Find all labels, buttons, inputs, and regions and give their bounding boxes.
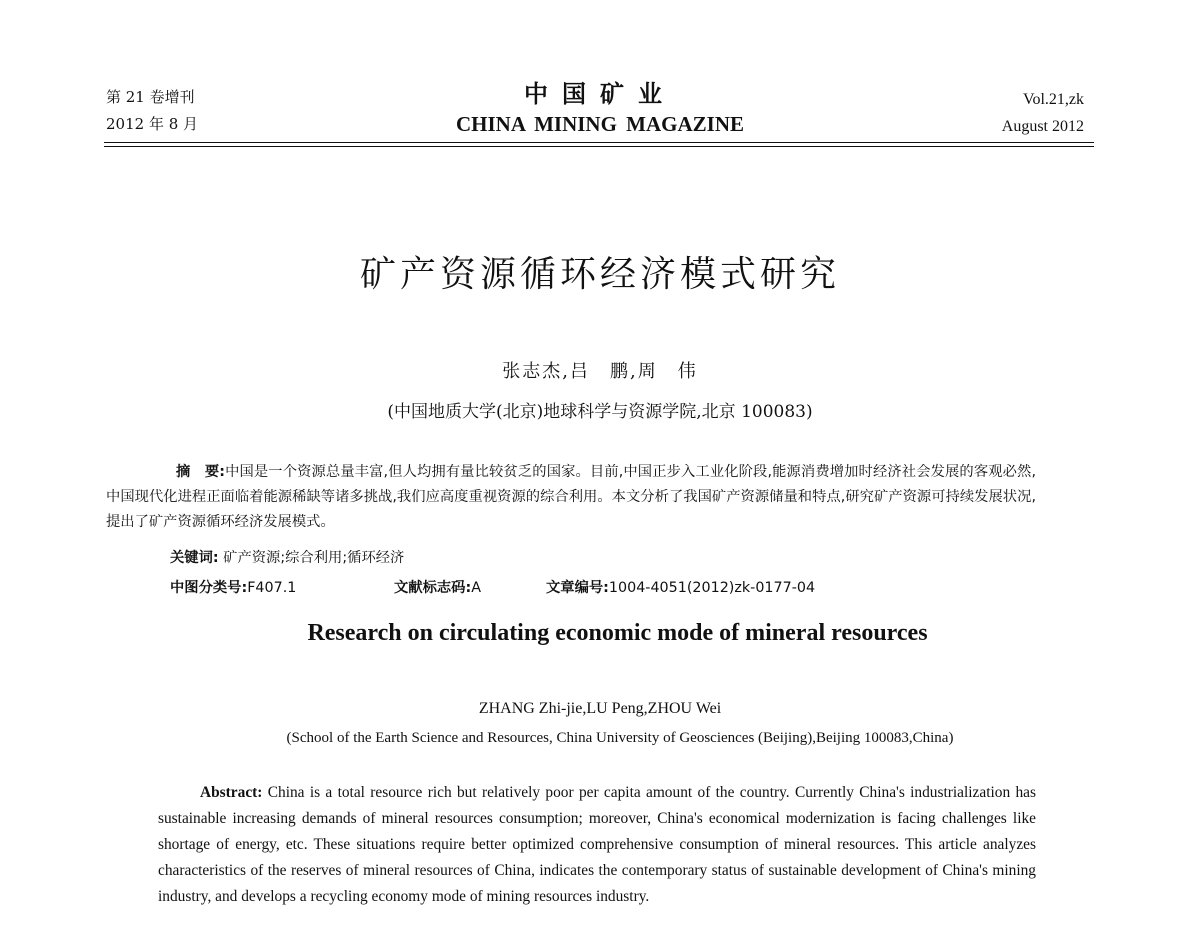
authors-en: ZHANG Zhi-jie,LU Peng,ZHOU Wei <box>478 700 722 717</box>
article-number-label: 文章编号: <box>546 580 609 596</box>
abstract-cn-text: 中国是一个资源总量丰富,但人均拥有量比较贫乏的国家。目前,中国正步入工业化阶段,能源消费增加时经济社会发展的客观必然,中国现代化进程正面临着能源稀缺等诸多挑战,我们应高度重视资源的综合利用。本文分析了我国矿产资源储量和特点,研究矿产资源可持续发展状况,提出了矿产资源循环经济发展模式。 <box>106 464 1036 530</box>
header-journal <box>300 78 900 137</box>
clc-label: 中图分类号: <box>170 580 248 596</box>
abstract-cn-label: 摘 要: <box>176 464 225 480</box>
header-rule-thin <box>104 146 1094 147</box>
abstract-en-paragraph <box>158 780 1036 910</box>
header-date-cn: 2012 年 8 月 <box>106 115 199 133</box>
authors-cn: 张志杰,吕 鹏,周 伟 <box>502 361 698 382</box>
classification-line <box>170 577 815 597</box>
affiliation-en: (School of the Earth Science and Resources, China University of Geosciences (Beijing),Beijing 100083,China) <box>286 730 954 746</box>
abstract-cn-paragraph <box>106 460 1036 535</box>
keywords-text: 矿产资源;综合利用;循环经济 <box>218 550 405 566</box>
doc-code <box>394 577 546 597</box>
journal-title-cn: 中国矿业 <box>524 80 676 108</box>
abstract-en <box>158 780 1036 910</box>
header-issue-info <box>106 84 198 138</box>
abstract-cn <box>106 460 1036 535</box>
doc-code-value: A <box>471 580 481 596</box>
clc-value: F407.1 <box>247 580 297 596</box>
header-volume-number: Vol.21,zk <box>1022 91 1084 108</box>
keywords-cn <box>170 547 404 567</box>
keywords-label: 关键词: <box>170 550 219 566</box>
affiliation-cn: (中国地质大学(北京)地球科学与资源学院,北京 100083) <box>387 402 813 422</box>
article-number <box>546 577 815 597</box>
header-volume-cn: 第 21 卷增刊 <box>106 88 195 106</box>
header-date-en: August 2012 <box>1001 118 1084 135</box>
article-title-en: Research on circulating economic mode of mineral resources <box>307 620 928 646</box>
abstract-en-label: Abstract: <box>200 784 263 801</box>
clc-number <box>170 577 394 597</box>
header-volume-en <box>1002 86 1084 140</box>
article-title-cn: 矿产资源循环经济模式研究 <box>359 254 840 295</box>
article-number-value: 1004-4051(2012)zk-0177-04 <box>608 580 816 596</box>
abstract-en-text: China is a total resource rich but relatively poor per capita amount of the country. Currently China's industrialization has sustainable increasing demands of mineral resources consumption; moreover, China's economical modernization is facing challenges like shortage of energy, etc. These situations require better optimized comprehensive consumption of mineral resources. This article analyzes characteristics of the reserves of mineral resources of China, indicates the contemporary status of sustainable development of China's mining industry, and develops a recycling economy mode of mining resources industry. <box>158 784 1036 905</box>
header-rule-thick <box>104 142 1094 143</box>
journal-title-en: CHINA MINING MAGAZINE <box>455 112 744 136</box>
doc-code-label: 文献标志码: <box>394 580 472 596</box>
